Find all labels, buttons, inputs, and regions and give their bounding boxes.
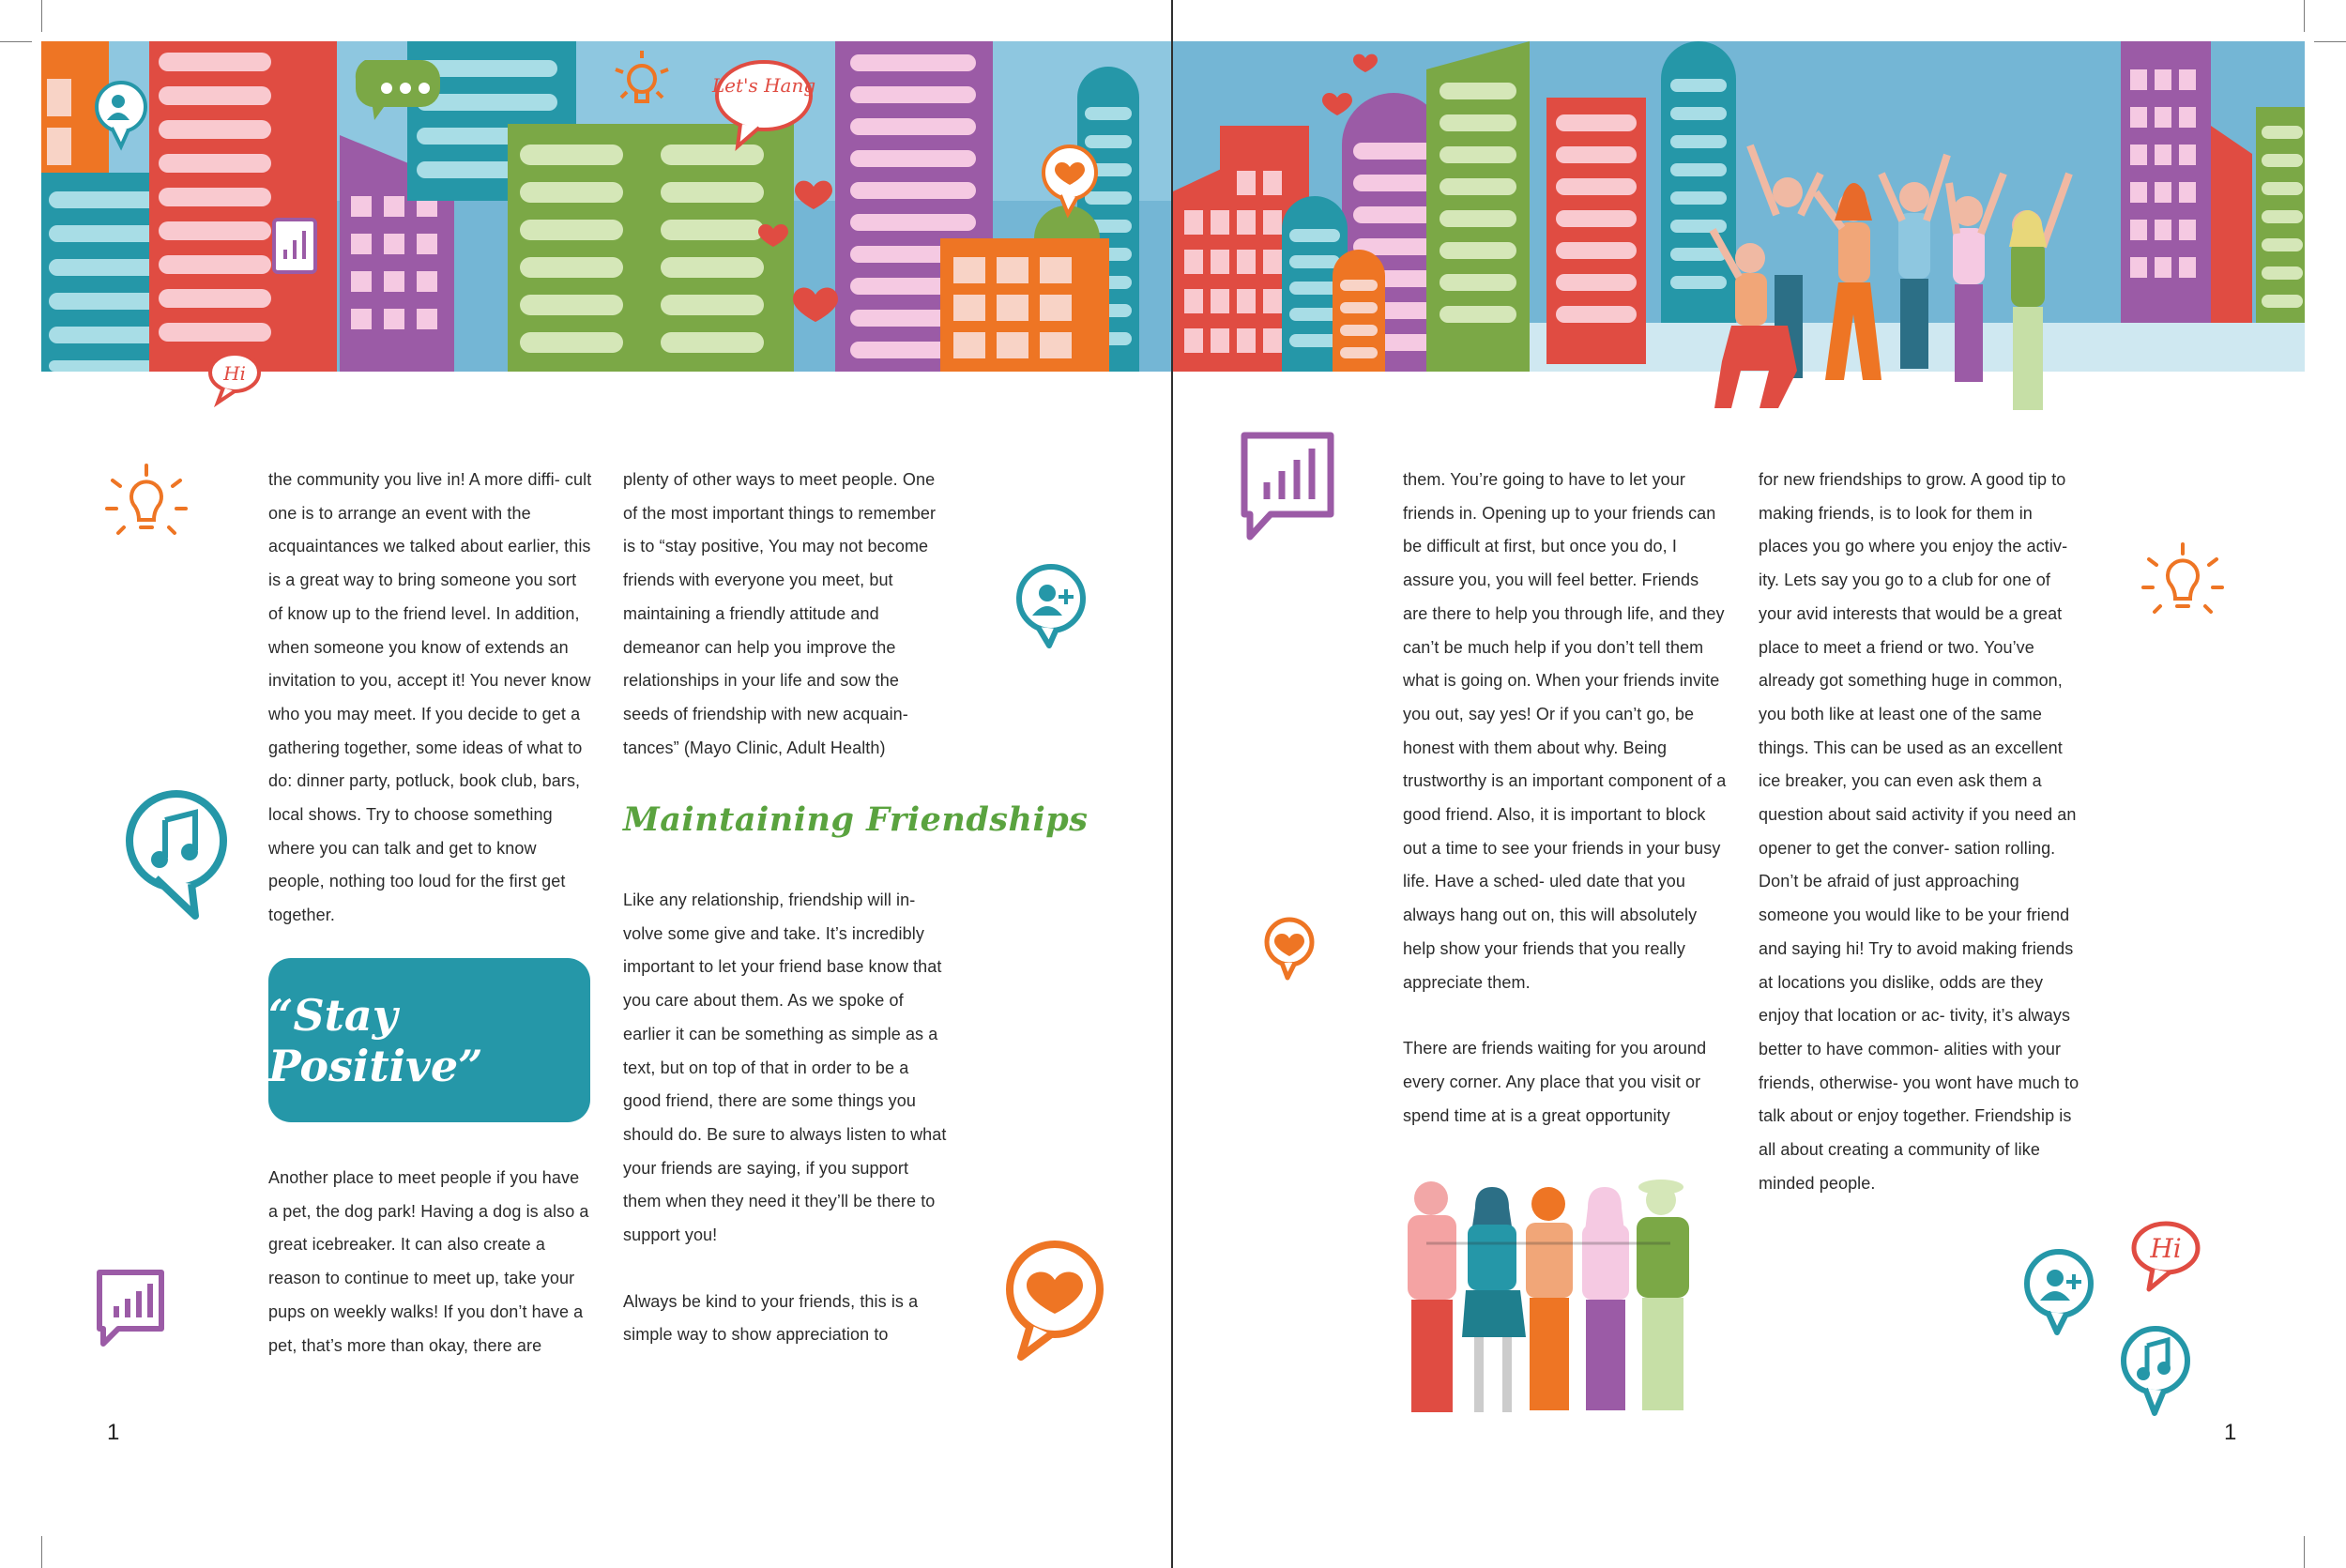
chart-bubble-icon <box>94 1267 169 1351</box>
heart-bubble-icon <box>1002 1239 1107 1361</box>
pull-quote: “Stay Positive” <box>268 958 590 1122</box>
city-banner-left <box>41 41 1171 372</box>
crop-mark <box>2304 0 2305 32</box>
left-column-1-lower <box>268 1162 593 1362</box>
chart-bubble-icon <box>1237 428 1340 544</box>
crop-mark <box>41 1536 42 1568</box>
crop-mark <box>0 41 32 42</box>
crop-mark <box>2304 1536 2305 1568</box>
right-col1-paragraph-2: There are friends waiting for you around every corner. Any place that you visit or spend time at is a great opportunity <box>1403 1039 1707 1125</box>
left-col2-paragraph-2: Like any relationship, friendship will in- volve some give and take. It’s incredibly important to let your friend base know that you care about them. As we spoke of earlier it can be something as simple as a text, but on top of that in order to be a good friend, there are some things you should do. Be sure to always listen to what your friends are saying, if you support them when they need it they’ll be there to support you! <box>623 891 947 1245</box>
left-column-2 <box>623 464 948 765</box>
add-user-bubble-icon <box>2021 1246 2096 1336</box>
lets-hang-label: Let's Hang <box>711 74 816 97</box>
hi-bubble-icon <box>206 352 263 408</box>
lightbulb-icon <box>101 460 191 550</box>
right-column-2 <box>1759 464 2083 1200</box>
right-col1-paragraph-1: them. You’re going to have to let your friends in. Opening up to your friends can be difficult at first, but once you do, I assure you, you will feel better. Friends are there to help you through life, and they can’t be much help if you don’t tell them what is going on. When your friends invite you out, say yes! Or if you can’t go, be honest with them about why. Being trustworthy is an important component of a good friend. Also, it is important to block out a time to see your friends in your busy life. Have a sched- uled date that you always hang out on, this will absolutely help show your friends that you really appreciate them. <box>1403 470 1727 992</box>
music-note-bubble-icon <box>2117 1323 2194 1417</box>
left-column-1 <box>268 464 593 933</box>
hi-bubble-icon <box>2128 1218 2203 1293</box>
page-number-right: 1 <box>2224 1420 2237 1445</box>
music-note-bubble-icon <box>120 788 233 920</box>
left-col1-paragraph-2: Another place to meet people if you have a pet, the dog park! Having a dog is also a great icebreaker. It can also create a reason to continue to meet up, take your pups on weekly walks! If you don’t have a pet, that’s more than okay, there are <box>268 1168 589 1355</box>
add-user-bubble-icon <box>1013 561 1089 649</box>
left-col1-paragraph-1: the community you live in! A more diffi- cult one is to arrange an event with the acquaintances we talked about earlier, this is a great way to bring someone you sort of know up to the friend level. In addition, when someone you know of extends an invitation to you, accept it! You never know who you may meet. If you decide to get a gathering together, some ideas of what to do: dinner party, potluck, book club, bars, local shows. Try to choose something where you can talk and get to know people, nothing too loud for the first get together. <box>268 470 592 925</box>
walking-friends-illustration <box>1389 1178 1717 1431</box>
dancing-friends-illustration <box>1703 136 2079 446</box>
section-heading: Maintaining Friendships <box>623 800 1089 839</box>
page-number-left: 1 <box>107 1420 120 1445</box>
right-col2-paragraph-1: for new friendships to grow. A good tip to making friends, is to look for them in places you go where you enjoy the activ- ity. Lets say you go to a club for one of your avid interests that would be a great place to meet a friend or two. You’ve already got something huge in common, you both like at least one of the same things. This can be used as an excellent ice breaker, you can even ask them a question about said activity if you need an opener to get the conver- sation rolling. Don’t be afraid of just approaching someone you would like to be your friend and saying hi! Try to avoid making friends at locations you dislike, odds are they enjoy that location or ac- tivity, it’s always better to have common- alities with your friends, otherwise- you wont have much to talk about or enjoy together. Friendship is all about creating a community of like minded people. <box>1759 470 2079 1193</box>
right-column-1 <box>1403 464 1728 1133</box>
hi-label: Hi <box>223 362 246 385</box>
hi-label: Hi <box>2150 1233 2182 1264</box>
left-col2-paragraph-1: plenty of other ways to meet people. One of the most important things to remember is to “stay positive, You may not become friends with everyone you meet, but maintaining a friendly attitude and demeanor can help you improve the relationships in your life and sow the seeds of friendship with new acquain- tances” (Mayo Clinic, Adult Health) <box>623 470 937 757</box>
crop-mark <box>2314 41 2346 42</box>
left-column-2-lower <box>623 884 948 1352</box>
lightbulb-icon <box>2138 539 2228 629</box>
left-col2-paragraph-3: Always be kind to your friends, this is a simple way to show appreciation to <box>623 1291 919 1345</box>
crop-mark <box>41 0 42 32</box>
heart-bubble-icon <box>1261 916 1318 982</box>
